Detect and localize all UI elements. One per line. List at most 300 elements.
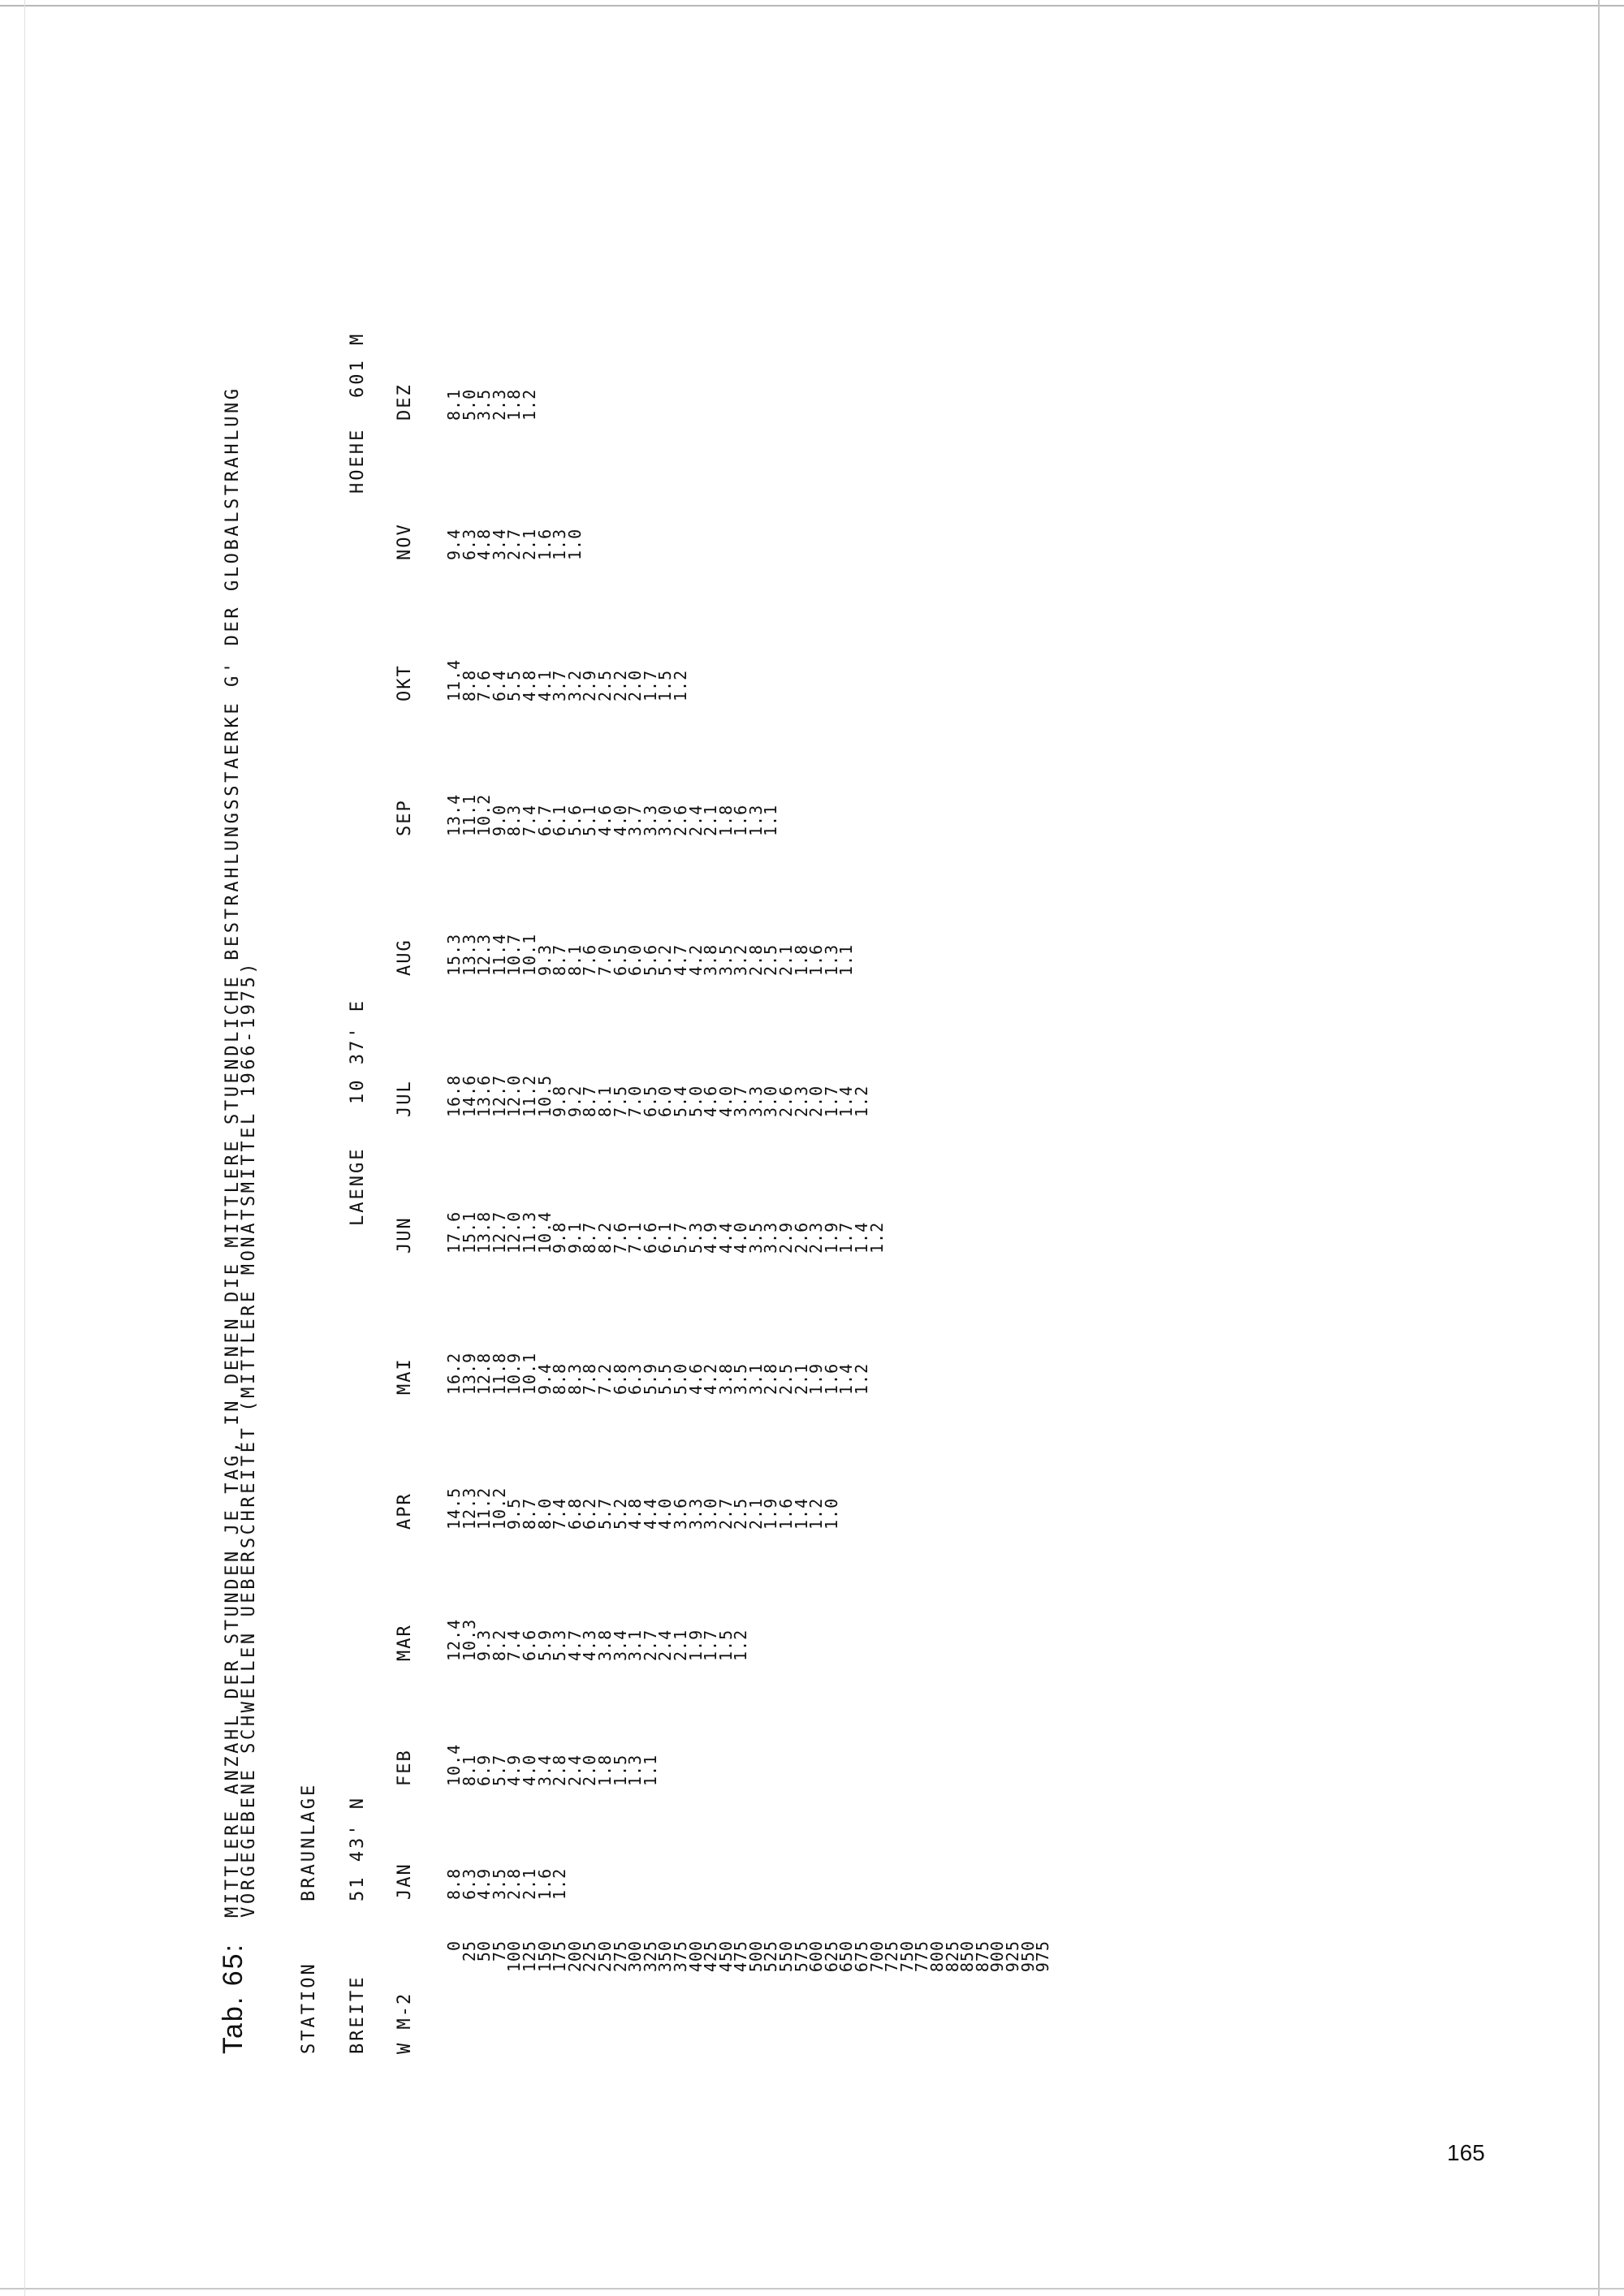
value-cell: 7.6 bbox=[580, 943, 600, 976]
value-cell: 15.3 bbox=[444, 933, 464, 976]
value-cell: 6.6 bbox=[519, 1629, 539, 1661]
value-cell: 4.0 bbox=[731, 1221, 751, 1254]
column-jan bbox=[444, 1794, 570, 1900]
threshold-cell: 250 bbox=[594, 1940, 615, 1973]
value-cell: 1.6 bbox=[821, 1362, 841, 1395]
value-cell: 1.9 bbox=[821, 1221, 841, 1254]
value-cell: 3.0 bbox=[701, 1497, 721, 1530]
value-cell: 8.1 bbox=[564, 943, 585, 976]
value-cell: 1.2 bbox=[670, 669, 690, 701]
threshold-cell: 325 bbox=[640, 1940, 660, 1973]
threshold-cell: 175 bbox=[550, 1940, 570, 1973]
threshold-cell: 825 bbox=[942, 1940, 962, 1973]
value-cell: 1.4 bbox=[836, 1085, 857, 1117]
col-header-mai: MAI bbox=[395, 1357, 415, 1395]
value-cell: 10.2 bbox=[474, 793, 495, 836]
value-cell: 6.3 bbox=[459, 528, 479, 560]
threshold-cell: 950 bbox=[1017, 1940, 1038, 1973]
value-cell: 8.7 bbox=[550, 943, 570, 976]
value-cell: 14.5 bbox=[444, 1487, 464, 1530]
value-cell: 3.5 bbox=[731, 1362, 751, 1395]
column-okt bbox=[444, 596, 690, 701]
value-cell: 10.4 bbox=[534, 1211, 555, 1254]
value-cell: 8.7 bbox=[580, 1221, 600, 1254]
value-cell: 2.4 bbox=[655, 1629, 676, 1661]
value-cell: 2.6 bbox=[791, 1221, 811, 1254]
value-cell: 7.1 bbox=[625, 1221, 646, 1254]
value-cell: 2.8 bbox=[550, 1754, 570, 1786]
value-cell: 1.8 bbox=[594, 1754, 615, 1786]
value-cell: 1.4 bbox=[852, 1221, 872, 1254]
col-header-feb: FEB bbox=[395, 1749, 415, 1786]
value-cell: 5.7 bbox=[594, 1497, 615, 1530]
threshold-cell: 525 bbox=[761, 1940, 781, 1973]
value-cell: 16.8 bbox=[444, 1074, 464, 1117]
value-cell: 3.7 bbox=[731, 1085, 751, 1117]
threshold-cell: 675 bbox=[852, 1940, 872, 1973]
threshold-cell: 225 bbox=[580, 1940, 600, 1973]
value-cell: 12.7 bbox=[489, 1211, 509, 1254]
value-cell: 9.4 bbox=[444, 528, 464, 560]
value-cell: 6.1 bbox=[655, 1221, 676, 1254]
value-cell: 9.8 bbox=[550, 1085, 570, 1117]
value-cell: 5.0 bbox=[670, 1362, 690, 1395]
value-cell: 1.0 bbox=[564, 528, 585, 560]
value-cell: 7.5 bbox=[610, 1085, 630, 1117]
threshold-cell: 375 bbox=[670, 1940, 690, 1973]
threshold-cell: 450 bbox=[715, 1940, 736, 1973]
value-cell: 12.0 bbox=[504, 1074, 525, 1117]
page-number: 165 bbox=[1447, 2140, 1485, 2165]
threshold-column bbox=[444, 1940, 1053, 2054]
value-cell: 2.4 bbox=[564, 1754, 585, 1786]
threshold-cell: 300 bbox=[625, 1940, 646, 1973]
col-header-jun: JUN bbox=[395, 1216, 415, 1254]
value-cell: 7.4 bbox=[519, 804, 539, 836]
value-cell: 8.2 bbox=[594, 1221, 615, 1254]
value-cell: 2.8 bbox=[504, 1867, 525, 1900]
value-cell: 3.7 bbox=[550, 669, 570, 701]
value-cell: 8.7 bbox=[580, 1085, 600, 1117]
col-header-jul: JUL bbox=[395, 1080, 415, 1117]
value-cell: 9.1 bbox=[564, 1221, 585, 1254]
value-cell: 3.5 bbox=[489, 1867, 509, 1900]
value-cell: 9.8 bbox=[550, 1221, 570, 1254]
value-cell: 2.0 bbox=[580, 1754, 600, 1786]
value-cell: 1.4 bbox=[791, 1497, 811, 1530]
value-cell: 3.2 bbox=[564, 669, 585, 701]
value-cell: 1.5 bbox=[610, 1754, 630, 1786]
threshold-cell: 25 bbox=[459, 1940, 479, 1962]
value-cell: 2.6 bbox=[776, 1085, 797, 1117]
table-caption-line-1: MITTLERE ANZAHL DER STUNDEN JE TAG, IN DENEN DIE MITTLERE STUENDLICHE BESTRAHLUNGSSTAERKE G' DER GLOBALSTRAHLUNG bbox=[222, 386, 243, 1918]
value-cell: 2.5 bbox=[776, 1362, 797, 1395]
value-cell: 1.9 bbox=[685, 1629, 706, 1661]
value-cell: 6.9 bbox=[474, 1754, 495, 1786]
column-dez bbox=[444, 315, 539, 421]
value-cell: 5.3 bbox=[685, 1221, 706, 1254]
column-sep bbox=[444, 731, 781, 836]
value-cell: 1.6 bbox=[776, 1497, 797, 1530]
value-cell: 3.1 bbox=[745, 1362, 766, 1395]
value-cell: 4.9 bbox=[474, 1867, 495, 1900]
value-cell: 4.0 bbox=[610, 804, 630, 836]
threshold-cell: 550 bbox=[776, 1940, 797, 1973]
value-cell: 8.3 bbox=[504, 804, 525, 836]
value-cell: 1.1 bbox=[836, 943, 857, 976]
value-cell: 12.0 bbox=[504, 1211, 525, 1254]
value-cell: 4.6 bbox=[685, 1362, 706, 1395]
value-cell: 5.1 bbox=[580, 804, 600, 836]
value-cell: 11.2 bbox=[519, 1074, 539, 1117]
value-cell: 3.4 bbox=[534, 1754, 555, 1786]
threshold-cell: 575 bbox=[791, 1940, 811, 1973]
value-cell: 6.2 bbox=[580, 1497, 600, 1530]
breite-value: 51 43' N bbox=[348, 1796, 368, 1901]
value-cell: 2.5 bbox=[731, 1497, 751, 1530]
value-cell: 4.1 bbox=[534, 669, 555, 701]
value-cell: 4.6 bbox=[594, 804, 615, 836]
value-cell: 3.0 bbox=[761, 1085, 781, 1117]
value-cell: 7.2 bbox=[594, 1362, 615, 1395]
value-cell: 2.1 bbox=[791, 1362, 811, 1395]
column-apr bbox=[444, 1424, 841, 1530]
col-header-aug: AUG bbox=[395, 939, 415, 976]
threshold-cell: 425 bbox=[701, 1940, 721, 1973]
value-cell: 1.7 bbox=[821, 1085, 841, 1117]
threshold-cell: 975 bbox=[1033, 1940, 1053, 1973]
value-cell: 5.6 bbox=[640, 943, 660, 976]
value-cell: 10.4 bbox=[444, 1743, 464, 1786]
value-cell: 13.8 bbox=[474, 1211, 495, 1254]
value-cell: 10.2 bbox=[489, 1487, 509, 1530]
value-cell: 4.2 bbox=[701, 1362, 721, 1395]
col-header-sep: SEP bbox=[395, 799, 415, 836]
value-cell: 2.7 bbox=[640, 1629, 660, 1661]
value-cell: 3.8 bbox=[715, 1362, 736, 1395]
value-cell: 3.8 bbox=[594, 1629, 615, 1661]
value-cell: 1.2 bbox=[519, 388, 539, 421]
value-cell: 1.7 bbox=[701, 1629, 721, 1661]
value-cell: 8.8 bbox=[444, 1867, 464, 1900]
value-cell: 10.3 bbox=[459, 1618, 479, 1661]
threshold-cell: 150 bbox=[534, 1940, 555, 1973]
value-cell: 9.3 bbox=[474, 1629, 495, 1661]
threshold-cell: 900 bbox=[987, 1940, 1008, 1973]
threshold-cell: 875 bbox=[972, 1940, 992, 1973]
value-cell: 8.2 bbox=[489, 1629, 509, 1661]
value-cell: 7.8 bbox=[580, 1362, 600, 1395]
hoehe-value: 601 M bbox=[348, 331, 368, 398]
value-cell: 2.3 bbox=[806, 1221, 827, 1254]
value-cell: 6.5 bbox=[640, 1085, 660, 1117]
value-cell: 1.2 bbox=[852, 1085, 872, 1117]
value-cell: 1.8 bbox=[791, 943, 811, 976]
value-cell: 3.5 bbox=[745, 1221, 766, 1254]
value-cell: 1.0 bbox=[821, 1497, 841, 1530]
value-cell: 6.4 bbox=[489, 669, 509, 701]
value-cell: 8.8 bbox=[459, 669, 479, 701]
value-cell: 6.8 bbox=[564, 1497, 585, 1530]
col-header-jan: JAN bbox=[395, 1862, 415, 1900]
threshold-cell: 75 bbox=[489, 1940, 509, 1962]
value-cell: 1.6 bbox=[534, 1867, 555, 1900]
value-cell: 11.4 bbox=[444, 658, 464, 701]
value-cell: 1.5 bbox=[715, 1629, 736, 1661]
value-cell: 4.0 bbox=[655, 1497, 676, 1530]
value-cell: 8.0 bbox=[534, 1497, 555, 1530]
value-cell: 14.6 bbox=[459, 1074, 479, 1117]
value-cell: 2.0 bbox=[625, 669, 646, 701]
value-cell: 7.0 bbox=[594, 943, 615, 976]
value-cell: 3.3 bbox=[685, 1497, 706, 1530]
value-cell: 1.7 bbox=[836, 1221, 857, 1254]
value-cell: 12.8 bbox=[474, 1352, 495, 1395]
value-cell: 4.4 bbox=[640, 1497, 660, 1530]
col-header-mar: MAR bbox=[395, 1624, 415, 1661]
value-cell: 8.7 bbox=[519, 1497, 539, 1530]
value-cell: 2.7 bbox=[715, 1497, 736, 1530]
value-cell: 6.6 bbox=[640, 1221, 660, 1254]
threshold-cell: 50 bbox=[474, 1940, 495, 1962]
rotated-table bbox=[218, 179, 1484, 2054]
col-header-dez: DEZ bbox=[395, 383, 415, 421]
value-cell: 11.3 bbox=[519, 1211, 539, 1254]
value-cell: 8.8 bbox=[550, 1362, 570, 1395]
value-cell: 4.8 bbox=[625, 1497, 646, 1530]
value-cell: 1.1 bbox=[640, 1754, 660, 1786]
hoehe-label: HOEHE bbox=[348, 427, 368, 494]
value-cell: 4.2 bbox=[685, 943, 706, 976]
value-cell: 4.3 bbox=[580, 1629, 600, 1661]
value-cell: 6.1 bbox=[550, 804, 570, 836]
value-cell: 4.0 bbox=[519, 1754, 539, 1786]
value-cell: 6.7 bbox=[534, 804, 555, 836]
value-cell: 3.0 bbox=[655, 804, 676, 836]
value-cell: 4.4 bbox=[715, 1221, 736, 1254]
value-cell: 1.3 bbox=[625, 1754, 646, 1786]
value-cell: 1.9 bbox=[806, 1362, 827, 1395]
value-cell: 2.5 bbox=[594, 669, 615, 701]
value-cell: 7.0 bbox=[625, 1085, 646, 1117]
value-cell: 1.2 bbox=[550, 1867, 570, 1900]
column-feb bbox=[444, 1681, 660, 1786]
value-cell: 15.1 bbox=[459, 1211, 479, 1254]
threshold-cell: 400 bbox=[685, 1940, 706, 1973]
value-cell: 4.9 bbox=[701, 1221, 721, 1254]
scan-edge-bottom bbox=[0, 2288, 1624, 2290]
value-cell: 4.6 bbox=[701, 1085, 721, 1117]
value-cell: 10.1 bbox=[519, 933, 539, 976]
value-cell: 12.4 bbox=[444, 1618, 464, 1661]
value-cell: 3.5 bbox=[715, 943, 736, 976]
threshold-cell: 500 bbox=[745, 1940, 766, 1973]
value-cell: 7.6 bbox=[610, 1221, 630, 1254]
value-cell: 9.3 bbox=[534, 943, 555, 976]
value-cell: 1.3 bbox=[745, 804, 766, 836]
value-cell: 2.1 bbox=[519, 528, 539, 560]
value-cell: 8.1 bbox=[459, 1754, 479, 1786]
value-cell: 6.3 bbox=[625, 1362, 646, 1395]
value-cell: 1.5 bbox=[655, 669, 676, 701]
value-cell: 16.2 bbox=[444, 1352, 464, 1395]
column-jul bbox=[444, 1012, 872, 1117]
value-cell: 4.0 bbox=[715, 1085, 736, 1117]
value-cell: 12.7 bbox=[489, 1074, 509, 1117]
threshold-cell: 100 bbox=[504, 1940, 525, 1973]
value-cell: 5.4 bbox=[670, 1085, 690, 1117]
value-cell: 5.6 bbox=[564, 804, 585, 836]
value-cell: 1.2 bbox=[806, 1497, 827, 1530]
value-cell: 10.9 bbox=[504, 1352, 525, 1395]
threshold-cell: 700 bbox=[866, 1940, 887, 1973]
value-cell: 5.3 bbox=[550, 1629, 570, 1661]
column-jun bbox=[444, 1148, 887, 1254]
value-cell: 4.7 bbox=[670, 943, 690, 976]
value-cell: 1.6 bbox=[806, 943, 827, 976]
value-cell: 1.3 bbox=[821, 943, 841, 976]
value-cell: 2.9 bbox=[776, 1221, 797, 1254]
value-cell: 2.8 bbox=[761, 1362, 781, 1395]
value-cell: 5.0 bbox=[685, 1085, 706, 1117]
value-cell: 2.3 bbox=[489, 388, 509, 421]
breite-label: BREITE bbox=[348, 1974, 368, 2054]
value-cell: 9.0 bbox=[489, 804, 509, 836]
value-cell: 3.7 bbox=[625, 804, 646, 836]
value-cell: 3.3 bbox=[745, 1085, 766, 1117]
value-cell: 1.7 bbox=[640, 669, 660, 701]
threshold-cell: 850 bbox=[957, 1940, 978, 1973]
laenge-label: LAENGE bbox=[348, 1146, 368, 1226]
column-mar bbox=[444, 1556, 751, 1661]
threshold-cell: 600 bbox=[806, 1940, 827, 1973]
laenge-value: 10 37' E bbox=[348, 999, 368, 1104]
value-cell: 11.4 bbox=[489, 933, 509, 976]
value-cell: 4.9 bbox=[504, 1754, 525, 1786]
value-cell: 13.9 bbox=[459, 1352, 479, 1395]
threshold-cell: 275 bbox=[610, 1940, 630, 1973]
column-mai bbox=[444, 1289, 872, 1395]
threshold-cell: 725 bbox=[882, 1940, 902, 1973]
value-cell: 1.8 bbox=[715, 804, 736, 836]
value-cell: 6.5 bbox=[610, 943, 630, 976]
value-cell: 6.0 bbox=[625, 943, 646, 976]
value-cell: 5.9 bbox=[534, 1629, 555, 1661]
threshold-cell: 350 bbox=[655, 1940, 676, 1973]
value-cell: 2.1 bbox=[701, 804, 721, 836]
value-cell: 2.3 bbox=[791, 1085, 811, 1117]
threshold-cell: 475 bbox=[731, 1940, 751, 1973]
value-cell: 1.6 bbox=[731, 804, 751, 836]
value-cell: 13.3 bbox=[459, 933, 479, 976]
value-cell: 5.5 bbox=[655, 1362, 676, 1395]
value-cell: 8.3 bbox=[564, 1362, 585, 1395]
value-cell: 2.0 bbox=[806, 1085, 827, 1117]
value-cell: 9.4 bbox=[534, 1362, 555, 1395]
column-aug bbox=[444, 870, 857, 976]
value-cell: 1.2 bbox=[866, 1221, 887, 1254]
value-cell: 2.7 bbox=[504, 528, 525, 560]
threshold-cell: 200 bbox=[564, 1940, 585, 1973]
value-cell: 1.8 bbox=[504, 388, 525, 421]
table-caption-line-2: VORGEGEBENE SCHWELLEN UEBERSCHREITET (MITTLERE MONATSMITTEL 1966-1975) bbox=[239, 960, 259, 1918]
value-cell: 2.1 bbox=[745, 1497, 766, 1530]
col-header-nov: NOV bbox=[395, 523, 415, 560]
value-cell: 1.4 bbox=[836, 1362, 857, 1395]
value-cell: 12.3 bbox=[459, 1487, 479, 1530]
value-cell: 11.8 bbox=[489, 1352, 509, 1395]
value-cell: 3.1 bbox=[625, 1629, 646, 1661]
value-cell: 5.5 bbox=[504, 669, 525, 701]
value-cell: 5.2 bbox=[610, 1497, 630, 1530]
value-cell: 2.1 bbox=[776, 943, 797, 976]
col-header-apr: APR bbox=[395, 1492, 415, 1530]
value-cell: 3.3 bbox=[761, 1221, 781, 1254]
threshold-cell: 925 bbox=[1002, 1940, 1022, 1973]
value-cell: 3.3 bbox=[640, 804, 660, 836]
value-cell: 5.7 bbox=[489, 1754, 509, 1786]
col-header-w: W M-2 bbox=[395, 1992, 415, 2054]
value-cell: 7.6 bbox=[474, 669, 495, 701]
value-cell: 5.2 bbox=[655, 943, 676, 976]
value-cell: 4.7 bbox=[564, 1629, 585, 1661]
value-cell: 2.9 bbox=[580, 669, 600, 701]
threshold-cell: 125 bbox=[519, 1940, 539, 1973]
station-label: STATION bbox=[299, 1962, 319, 2054]
value-cell: 10.1 bbox=[519, 1352, 539, 1395]
value-cell: 1.2 bbox=[852, 1362, 872, 1395]
value-cell: 2.4 bbox=[685, 804, 706, 836]
value-cell: 10.5 bbox=[534, 1074, 555, 1117]
value-cell: 13.6 bbox=[474, 1074, 495, 1117]
table-caption-label: Tab. 65: bbox=[218, 1943, 248, 2054]
value-cell: 1.6 bbox=[534, 528, 555, 560]
value-cell: 6.3 bbox=[459, 1867, 479, 1900]
scan-edge-top bbox=[0, 5, 1624, 6]
value-cell: 1.9 bbox=[761, 1497, 781, 1530]
value-cell: 3.2 bbox=[731, 943, 751, 976]
value-cell: 2.1 bbox=[519, 1867, 539, 1900]
value-cell: 1.2 bbox=[731, 1629, 751, 1661]
threshold-cell: 650 bbox=[836, 1940, 857, 1973]
value-cell: 3.6 bbox=[670, 1497, 690, 1530]
value-cell: 4.8 bbox=[519, 669, 539, 701]
value-cell: 9.5 bbox=[504, 1497, 525, 1530]
station-value: BRAUNLAGE bbox=[299, 1782, 319, 1901]
value-cell: 5.9 bbox=[640, 1362, 660, 1395]
col-header-okt: OKT bbox=[395, 664, 415, 701]
value-cell: 5.0 bbox=[459, 388, 479, 421]
value-cell: 5.7 bbox=[670, 1221, 690, 1254]
value-cell: 1.3 bbox=[550, 528, 570, 560]
scan-edge-left bbox=[24, 0, 25, 2296]
scan-edge-right bbox=[1598, 0, 1600, 2296]
value-cell: 9.2 bbox=[564, 1085, 585, 1117]
value-cell: 4.8 bbox=[474, 528, 495, 560]
value-cell: 8.1 bbox=[444, 388, 464, 421]
value-cell: 2.8 bbox=[745, 943, 766, 976]
threshold-cell: 750 bbox=[896, 1940, 917, 1973]
value-cell: 13.4 bbox=[444, 793, 464, 836]
value-cell: 8.1 bbox=[594, 1085, 615, 1117]
value-cell: 6.8 bbox=[610, 1362, 630, 1395]
threshold-cell: 0 bbox=[444, 1940, 464, 1952]
value-cell: 3.5 bbox=[474, 388, 495, 421]
value-cell: 12.3 bbox=[474, 933, 495, 976]
column-nov bbox=[444, 455, 585, 560]
value-cell: 3.4 bbox=[610, 1629, 630, 1661]
value-cell: 10.7 bbox=[504, 933, 525, 976]
